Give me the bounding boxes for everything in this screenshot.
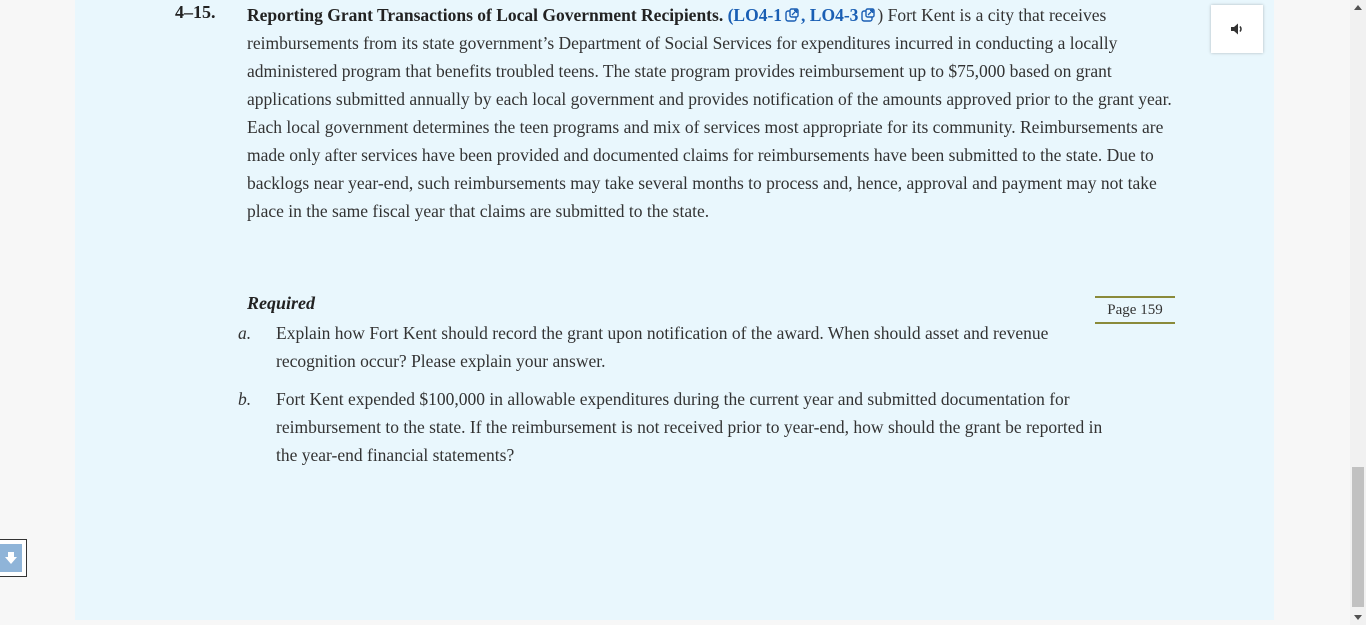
problem-number: 4–15.: [175, 2, 216, 22]
item-text: Explain how Fort Kent should record the grant upon notification of the award. When should asset and revenue recognition occur? Please explain your answer.: [276, 323, 1049, 371]
lo-link-2[interactable]: LO4-3: [809, 5, 859, 25]
lo-separator: ,: [801, 5, 810, 25]
external-link-icon[interactable]: [785, 8, 799, 22]
lo-link-1[interactable]: LO4-1: [733, 5, 783, 25]
external-link-icon[interactable]: [861, 8, 875, 22]
page-marker: Page 159: [1095, 296, 1175, 324]
required-item-a: [238, 319, 1106, 375]
required-heading: Required: [247, 293, 316, 313]
problem-text: [247, 1, 1177, 225]
scrollbar-thumb[interactable]: [1352, 467, 1364, 607]
scroll-down-arrow-icon[interactable]: [1350, 611, 1366, 625]
read-aloud-button[interactable]: [1211, 5, 1263, 53]
item-text: Fort Kent expended $100,000 in allowable expenditures during the current year and submitted documentation for reimbursement to the state. If the reimbursement is not received prior to year-end, how should the grant be reported in the year-end financial statements?: [276, 389, 1103, 465]
problem-title: Reporting Grant Transactions of Local Government Recipients.: [247, 5, 724, 25]
item-letter: b.: [238, 389, 252, 409]
vertical-scrollbar[interactable]: [1350, 0, 1366, 625]
lo-open-paren: (: [723, 5, 734, 25]
problem-body: Fort Kent is a city that receives reimbursements from its state government’s Department of Social Services for expenditures incurred in conducting a locally administered program that benefits troubled teens. The state program provides reimbursement up to $75,000 based on grant applications submitted annually by each local government and provides notification of the amounts approved prior to the grant year. Each local government determines the teen programs and mix of services most appropriate for its community. Reimbursements are made only after services have been provided and documented claims for reimbursements have been submitted to the state. Due to backlogs near year-end, such reimbursements may take several months to process and, hence, approval and payment may not take place in the same fiscal year that claims are submitted to the state.: [247, 5, 1172, 221]
required-item-b: [238, 385, 1106, 469]
speaker-icon: [1229, 21, 1245, 37]
scroll-up-arrow-icon[interactable]: [1350, 0, 1366, 14]
download-button[interactable]: [0, 539, 27, 577]
item-letter: a.: [238, 323, 252, 343]
download-arrow-icon: [0, 544, 22, 572]
lo-close-paren: ): [877, 5, 884, 25]
